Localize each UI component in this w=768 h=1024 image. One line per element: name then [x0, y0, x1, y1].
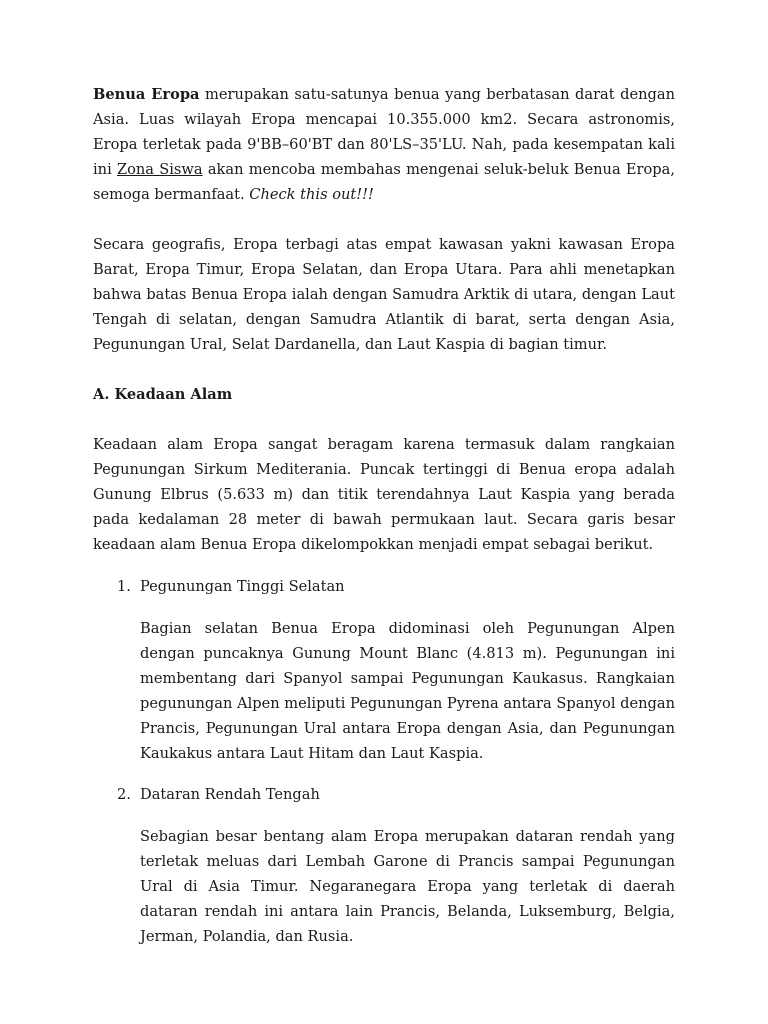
list-item-1-label: Pegunungan Tinggi Selatan: [140, 578, 345, 595]
list-item-2-label: Dataran Rendah Tengah: [140, 786, 320, 803]
list-item-2-text: Sebagian besar bentang alam Eropa merupakan dataran rendah yang terletak meluas dari Lembah Garone di Prancis sampai Pegunungan Ural di Asia Timur. Negaranegara Eropa yang terletak di daerah dataran rendah ini antara lain Prancis, Belanda, Luksemburg, Belgia, Jerman, Polandia, dan Rusia.: [140, 828, 675, 945]
list-item-1-text: Bagian selatan Benua Eropa didominasi oleh Pegunungan Alpen dengan puncaknya Gunung Mount Blanc (4.813 m). Pegunungan ini membentang dari Spanyol sampai Pegunungan Kaukasus. Rangkaian pegunungan Alpen meliputi Pegunungan Pyrena antara Spanyol dengan Prancis, Pegunungan Ural antara Eropa dengan Asia, dan Pegunungan Kaukakus antara Laut Hitam dan Laut Kaspia.: [140, 620, 675, 762]
intro-text-after-link: akan mencoba membahas mengenai seluk-beluk Benua Eropa, semoga bermanfaat.: [93, 161, 675, 203]
intro-italic-text: Check this out!!!: [249, 186, 374, 203]
geography-paragraph: Secara geografis, Eropa terbagi atas empat kawasan yakni kawasan Eropa Barat, Eropa Timur, Eropa Selatan, dan Eropa Utara. Para ahli menetapkan bahwa batas Benua Eropa ialah dengan Samudra Arktik di utara, dengan Laut Tengah di selatan, dengan Samudra Atlantik di barat, serta dengan Asia, Pegunungan Ural, Selat Dardanella, dan Laut Kaspia di bagian timur.: [93, 236, 675, 353]
list-item-2-title: [117, 782, 320, 807]
section-a-heading: A. Keadaan Alam: [93, 386, 233, 403]
section-a-paragraph: Keadaan alam Eropa sangat beragam karena termasuk dalam rangkaian Pegunungan Sirkum Mediterania. Puncak tertinggi di Benua eropa adalah Gunung Elbrus (5.633 m) dan titik terendahnya Laut Kaspia yang berada pada kedalaman 28 meter di bawah permukaan laut. Secara garis besar keadaan alam Benua Eropa dikelompokkan menjadi empat sebagai berikut.: [93, 436, 675, 553]
list-item-2-number: 2.: [117, 786, 131, 803]
list-item-1-number: 1.: [117, 578, 131, 595]
list-item-1-title: [117, 574, 345, 599]
intro-bold-title: Benua Eropa: [93, 86, 200, 103]
intro-text-before-link: merupakan satu-satunya benua yang berbatasan darat dengan Asia. Luas wilayah Eropa mencapai 10.355.000 km2. Secara astronomis, Eropa terletak pada 9'BB–60'BT dan 80'LS–35'LU. Nah, pada kesempatan kali ini: [93, 86, 675, 178]
zona-siswa-link[interactable]: Zona Siswa: [116, 161, 203, 178]
intro-paragraph: [93, 82, 675, 207]
